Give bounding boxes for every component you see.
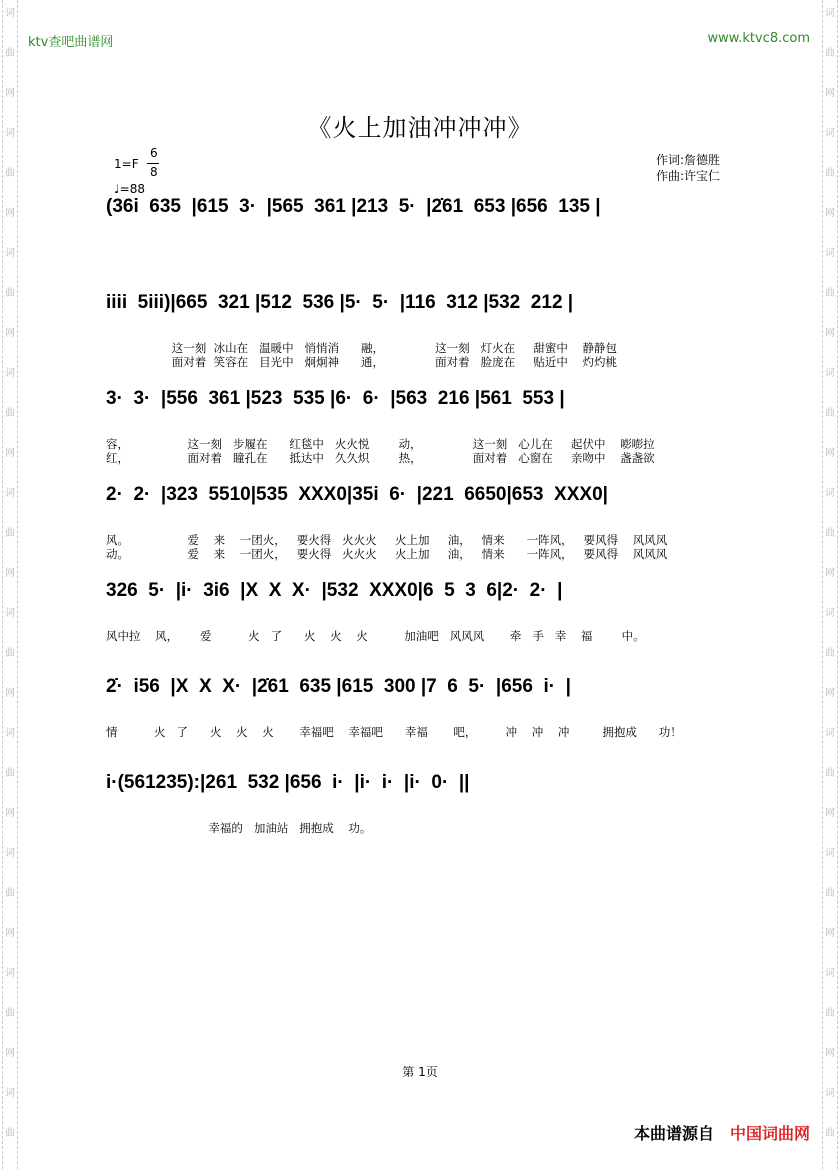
watermark-glyph: 曲 <box>825 1008 835 1019</box>
watermark-glyph: 曲 <box>5 408 15 419</box>
watermark-glyph: 曲 <box>825 408 835 419</box>
watermark-glyph: 词 <box>5 488 15 499</box>
watermark-glyph: 词 <box>5 248 15 259</box>
watermark-glyph: 曲 <box>5 1128 15 1139</box>
watermark-glyph: 词 <box>825 1088 835 1099</box>
notation-line: iiii 5iii)|665 321 |512 536 |5· 5· |116 312 |532 212 | <box>106 292 574 313</box>
credits <box>656 152 720 184</box>
source-label: 本曲谱源自 <box>633 1124 714 1143</box>
watermark-glyph: 网 <box>5 448 15 459</box>
lyric-line: 面对着 笑容在 目光中 炯炯神 通， 面对着 脸庞在 贴近中 灼灼桃 <box>106 355 618 369</box>
notation-line: 3· 3· |556 361 |523 535 |6· 6· |563 216 |561 553 | <box>106 388 565 409</box>
key-signature: 1=F <box>114 157 139 171</box>
lyric-line: 容， 这一刻 步履在 红毯中 火火悦 动， 这一刻 心儿在 起伏中 嘭嘭拉 <box>106 437 655 451</box>
notation-line: 326 5· |i· 3i6 |X X X· |532 XXX0|6 5 3 6|2· 2· | <box>106 580 563 601</box>
site-name-left: ktv查吧曲谱网 <box>28 35 114 50</box>
time-denominator: 8 <box>150 165 158 179</box>
staff-row-3 <box>0 388 840 484</box>
watermark-glyph: 曲 <box>825 288 835 299</box>
watermark-glyph: 曲 <box>5 288 15 299</box>
staff-row-6 <box>0 676 840 772</box>
source-credit <box>634 1121 810 1144</box>
watermark-glyph: 曲 <box>5 1008 15 1019</box>
source-site: 中国词曲网 <box>729 1124 810 1143</box>
watermark-glyph: 词 <box>825 848 835 859</box>
page-number: 第 1页 <box>402 1065 438 1079</box>
watermark-glyph: 曲 <box>5 648 15 659</box>
lyric-line: 风中拉 风， 爱 火 了 火 火 火 加油吧 风风风 牵 手 幸 福 中。 <box>106 629 645 643</box>
watermark-glyph: 词 <box>825 128 835 139</box>
time-numerator: 6 <box>150 146 158 160</box>
watermark-glyph: 网 <box>5 328 15 339</box>
watermark-glyph: 词 <box>5 848 15 859</box>
watermark-glyph: 曲 <box>825 648 835 659</box>
watermark-glyph: 曲 <box>5 168 15 179</box>
watermark-glyph: 网 <box>825 928 835 939</box>
lyricist-credit: 作词:詹德胜 <box>656 153 721 167</box>
watermark-glyph: 网 <box>825 688 835 699</box>
lyric-line: 幸福的 加油站 拥抱成 功。 <box>106 821 372 835</box>
watermark-glyph: 词 <box>825 968 835 979</box>
lyric-line: 这一刻 冰山在 温暖中 悄悄消 融， 这一刻 灯火在 甜蜜中 静静包 <box>106 341 618 355</box>
lyric-line: 风。 爱 来 一团火， 要火得 火火火 火上加 油， 情来 一阵风， 要风得 风风风 <box>106 533 668 547</box>
watermark-glyph: 曲 <box>825 768 835 779</box>
watermark-glyph: 曲 <box>5 888 15 899</box>
watermark-glyph: 词 <box>825 8 835 19</box>
notation-line: (36i 635 |615 3· |565 361 |213 5· |2̇61 653 |656 135 | <box>106 196 601 217</box>
watermark-glyph: 网 <box>825 448 835 459</box>
lyric-line: 红， 面对着 瞳孔在 抵达中 久久炽 热， 面对着 心窗在 亲吻中 盏盏欲 <box>106 451 655 465</box>
watermark-glyph: 曲 <box>825 168 835 179</box>
watermark-glyph: 词 <box>825 368 835 379</box>
watermark-glyph: 曲 <box>825 1128 835 1139</box>
staff-row-4 <box>0 484 840 580</box>
lyric-line: 动。 爱 来 一团火， 要火得 火火火 火上加 油， 情来 一阵风， 要风得 风风风 <box>106 547 668 561</box>
notation-line: 2· 2· |323 5510|535 XXX0|35i 6· |221 6650|653 XXX0| <box>106 484 608 505</box>
lyric-line: 情 火 了 火 火 火 幸福吧 幸福吧 幸福 吧， 冲 冲 冲 拥抱成 功！ <box>106 725 682 739</box>
staff-row-7 <box>0 772 840 868</box>
time-signature-bar <box>147 163 159 164</box>
watermark-glyph: 网 <box>5 808 15 819</box>
watermark-glyph: 网 <box>825 208 835 219</box>
watermark-glyph: 词 <box>5 128 15 139</box>
watermark-glyph: 网 <box>5 208 15 219</box>
watermark-glyph: 曲 <box>825 48 835 59</box>
watermark-glyph: 网 <box>5 1048 15 1059</box>
watermark-glyph: 网 <box>825 568 835 579</box>
watermark-glyph: 曲 <box>5 768 15 779</box>
watermark-glyph: 词 <box>825 248 835 259</box>
watermark-glyph: 词 <box>5 968 15 979</box>
staff-row-5 <box>0 580 840 676</box>
watermark-glyph: 词 <box>825 488 835 499</box>
watermark-glyph: 曲 <box>5 528 15 539</box>
watermark-glyph: 网 <box>825 1048 835 1059</box>
watermark-glyph: 网 <box>825 328 835 339</box>
watermark-glyph: 词 <box>5 1088 15 1099</box>
watermark-glyph: 网 <box>5 928 15 939</box>
notation-line: i·(561235):|261 532 |656 i· |i· i· |i· 0· || <box>106 772 470 793</box>
watermark-glyph: 词 <box>5 368 15 379</box>
watermark-glyph: 词 <box>825 728 835 739</box>
site-url-right: www.ktvc8.com <box>707 31 810 46</box>
watermark-glyph: 曲 <box>825 888 835 899</box>
staff-row-2 <box>0 292 840 388</box>
notation-line: 2̇· i56 |X X X· |2̇61 635 |615 300 |7 6 5· |656 i· | <box>106 676 571 697</box>
composer-credit: 作曲:许宝仁 <box>656 169 721 183</box>
watermark-glyph: 曲 <box>825 528 835 539</box>
watermark-glyph: 网 <box>825 88 835 99</box>
watermark-glyph: 网 <box>5 568 15 579</box>
watermark-glyph: 网 <box>5 688 15 699</box>
tempo-mark: ♩=88 <box>114 182 145 196</box>
watermark-glyph: 词 <box>5 8 15 19</box>
watermark-glyph: 网 <box>5 88 15 99</box>
watermark-glyph: 曲 <box>5 48 15 59</box>
watermark-glyph: 词 <box>825 608 835 619</box>
watermark-glyph: 网 <box>825 808 835 819</box>
song-title: 《火上加油冲冲冲》 <box>307 114 533 142</box>
watermark-glyph: 词 <box>5 608 15 619</box>
staff-row-1 <box>0 196 840 292</box>
watermark-glyph: 词 <box>5 728 15 739</box>
